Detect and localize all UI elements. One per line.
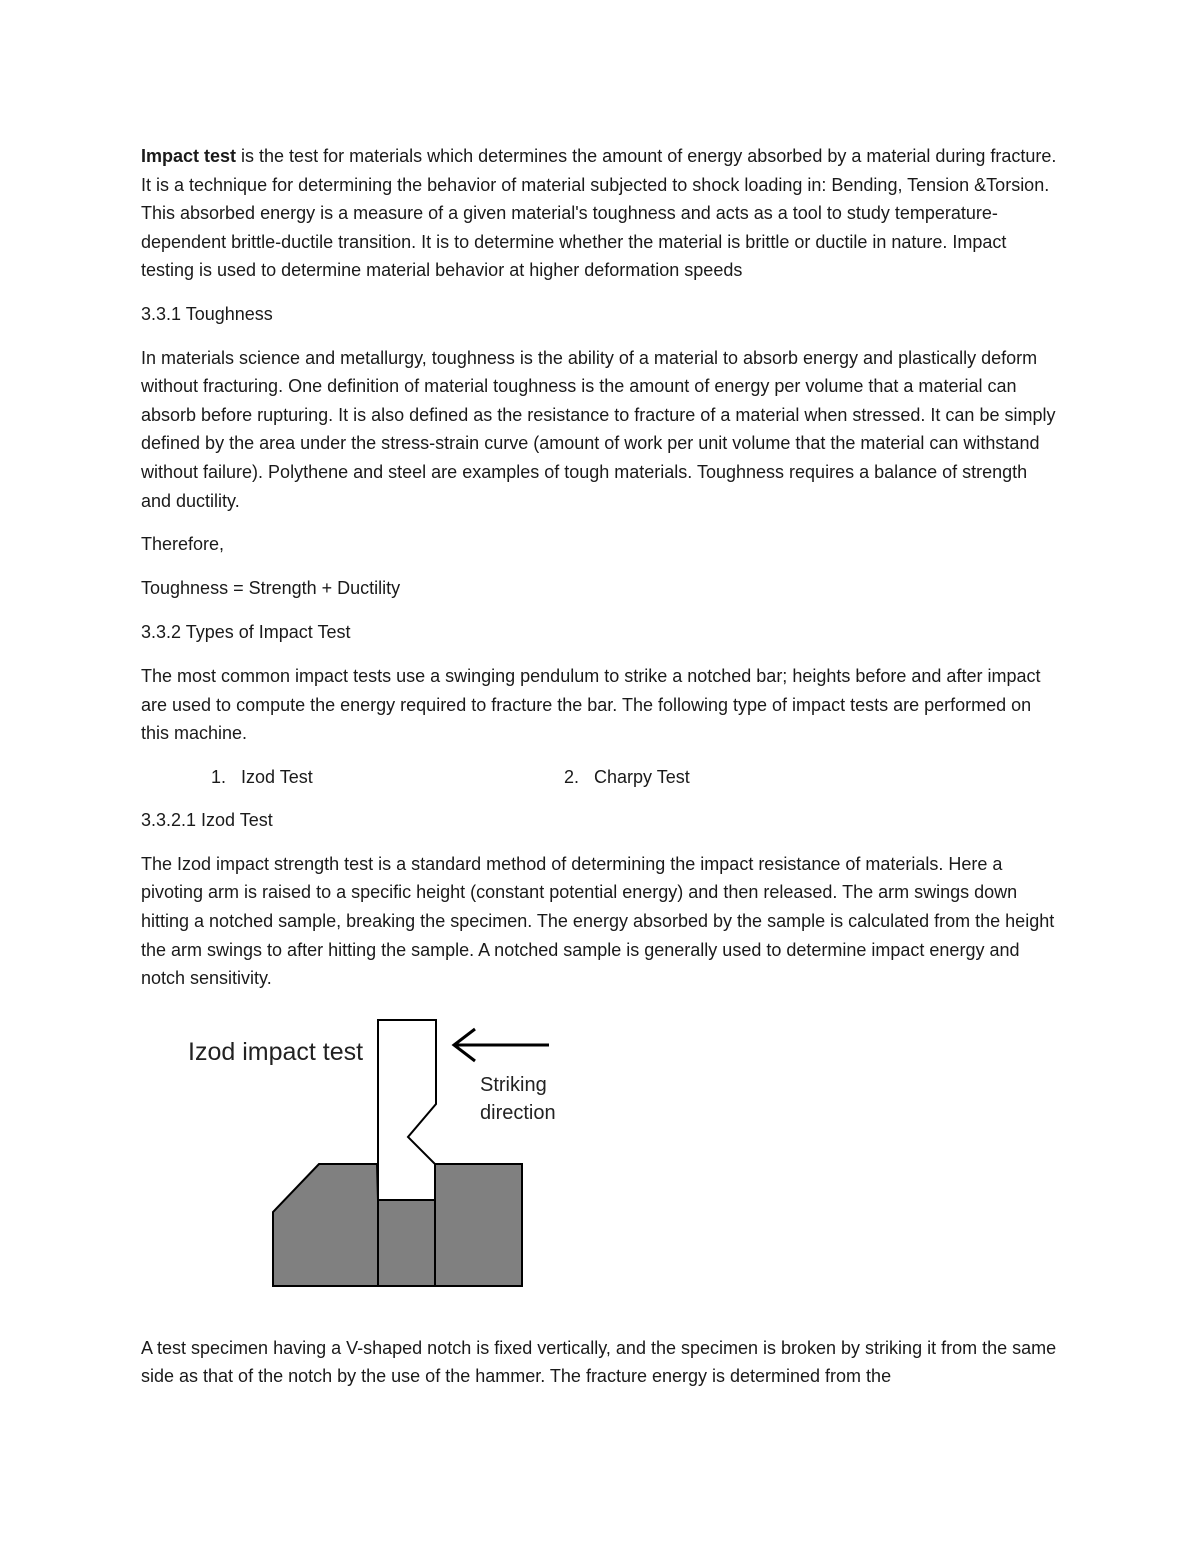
section-heading-toughness: 3.3.1 Toughness (141, 303, 273, 324)
intro-text: is the test for materials which determines the amount of energy absorbed by a material during fracture. It is a technique for determining the behavior of material subjected to shock loading in: Bending, Tension &Torsion. This absorbed energy is a measure of a given material's toughness and acts as a tool to study temperature-dependent brittle-ductile transition. It is to determine whether the material is brittle or ductile in nature. Impact testing is used to determine material behavior at higher deformation speeds (141, 146, 1057, 281)
list-item-number: 2. (564, 766, 580, 787)
left-clamp-block (273, 1164, 378, 1286)
toughness-paragraph: In materials science and metallurgy, toughness is the ability of a material to absorb energy and plastically deform without fracturing. One definition of material toughness is the amount of energy per volume that a material can absorb before rupturing. It is also defined as the resistance to fracture of a material when stressed. It can be simply defined by the area under the stress-strain curve (amount of work per unit volume that the material can withstand without failure). Polythene and steel are examples of tough materials. Toughness requires a balance of strength and ductility. (141, 347, 1056, 511)
lower-clamp-block (378, 1200, 435, 1286)
impact-test-list (141, 763, 1061, 792)
figure-title: Izod impact test (188, 1037, 364, 1066)
list-item (564, 763, 690, 792)
section-heading-types: 3.3.2 Types of Impact Test (141, 622, 351, 643)
intro-paragraph (141, 142, 1061, 285)
izod-figure (141, 1004, 1061, 1334)
page-content (141, 142, 1061, 1391)
izod-after-paragraph: A test specimen having a V-shaped notch is fixed vertically, and the specimen is broken by striking it from the same side as that of the notch by the use of the hammer. The fracture energy is determined from the (141, 1337, 1057, 1387)
toughness-equation: Toughness = Strength + Ductility (141, 577, 401, 598)
izod-paragraph: The Izod impact strength test is a standard method of determining the impact resistance of materials. Here a pivoting arm is raised to a specific height (constant potential energy) and then released. The arm swings down hitting a notched sample, breaking the specimen. The energy absorbed by the sample is calculated from the height the arm swings to after hitting the sample. A notched sample is generally used to determine impact energy and notch sensitivity. (141, 853, 1055, 989)
list-item (211, 763, 564, 792)
intro-lead-term: Impact test (141, 146, 237, 166)
types-paragraph: The most common impact tests use a swinging pendulum to strike a notched bar; heights before and after impact are used to compute the energy required to fracture the bar. The following type of impact tests are performed on this machine. (141, 665, 1041, 744)
striking-label-line1: Striking (480, 1073, 547, 1096)
therefore-text: Therefore, (141, 534, 225, 555)
list-item-number: 1. (211, 766, 227, 787)
right-clamp-block (435, 1164, 522, 1286)
section-heading-izod: 3.3.2.1 Izod Test (141, 810, 273, 831)
striking-label-line2: direction (480, 1101, 556, 1124)
list-item-label: Izod Test (241, 766, 313, 787)
list-item-label: Charpy Test (594, 766, 690, 787)
notched-specimen (377, 1020, 436, 1200)
izod-diagram (141, 1004, 1061, 1334)
